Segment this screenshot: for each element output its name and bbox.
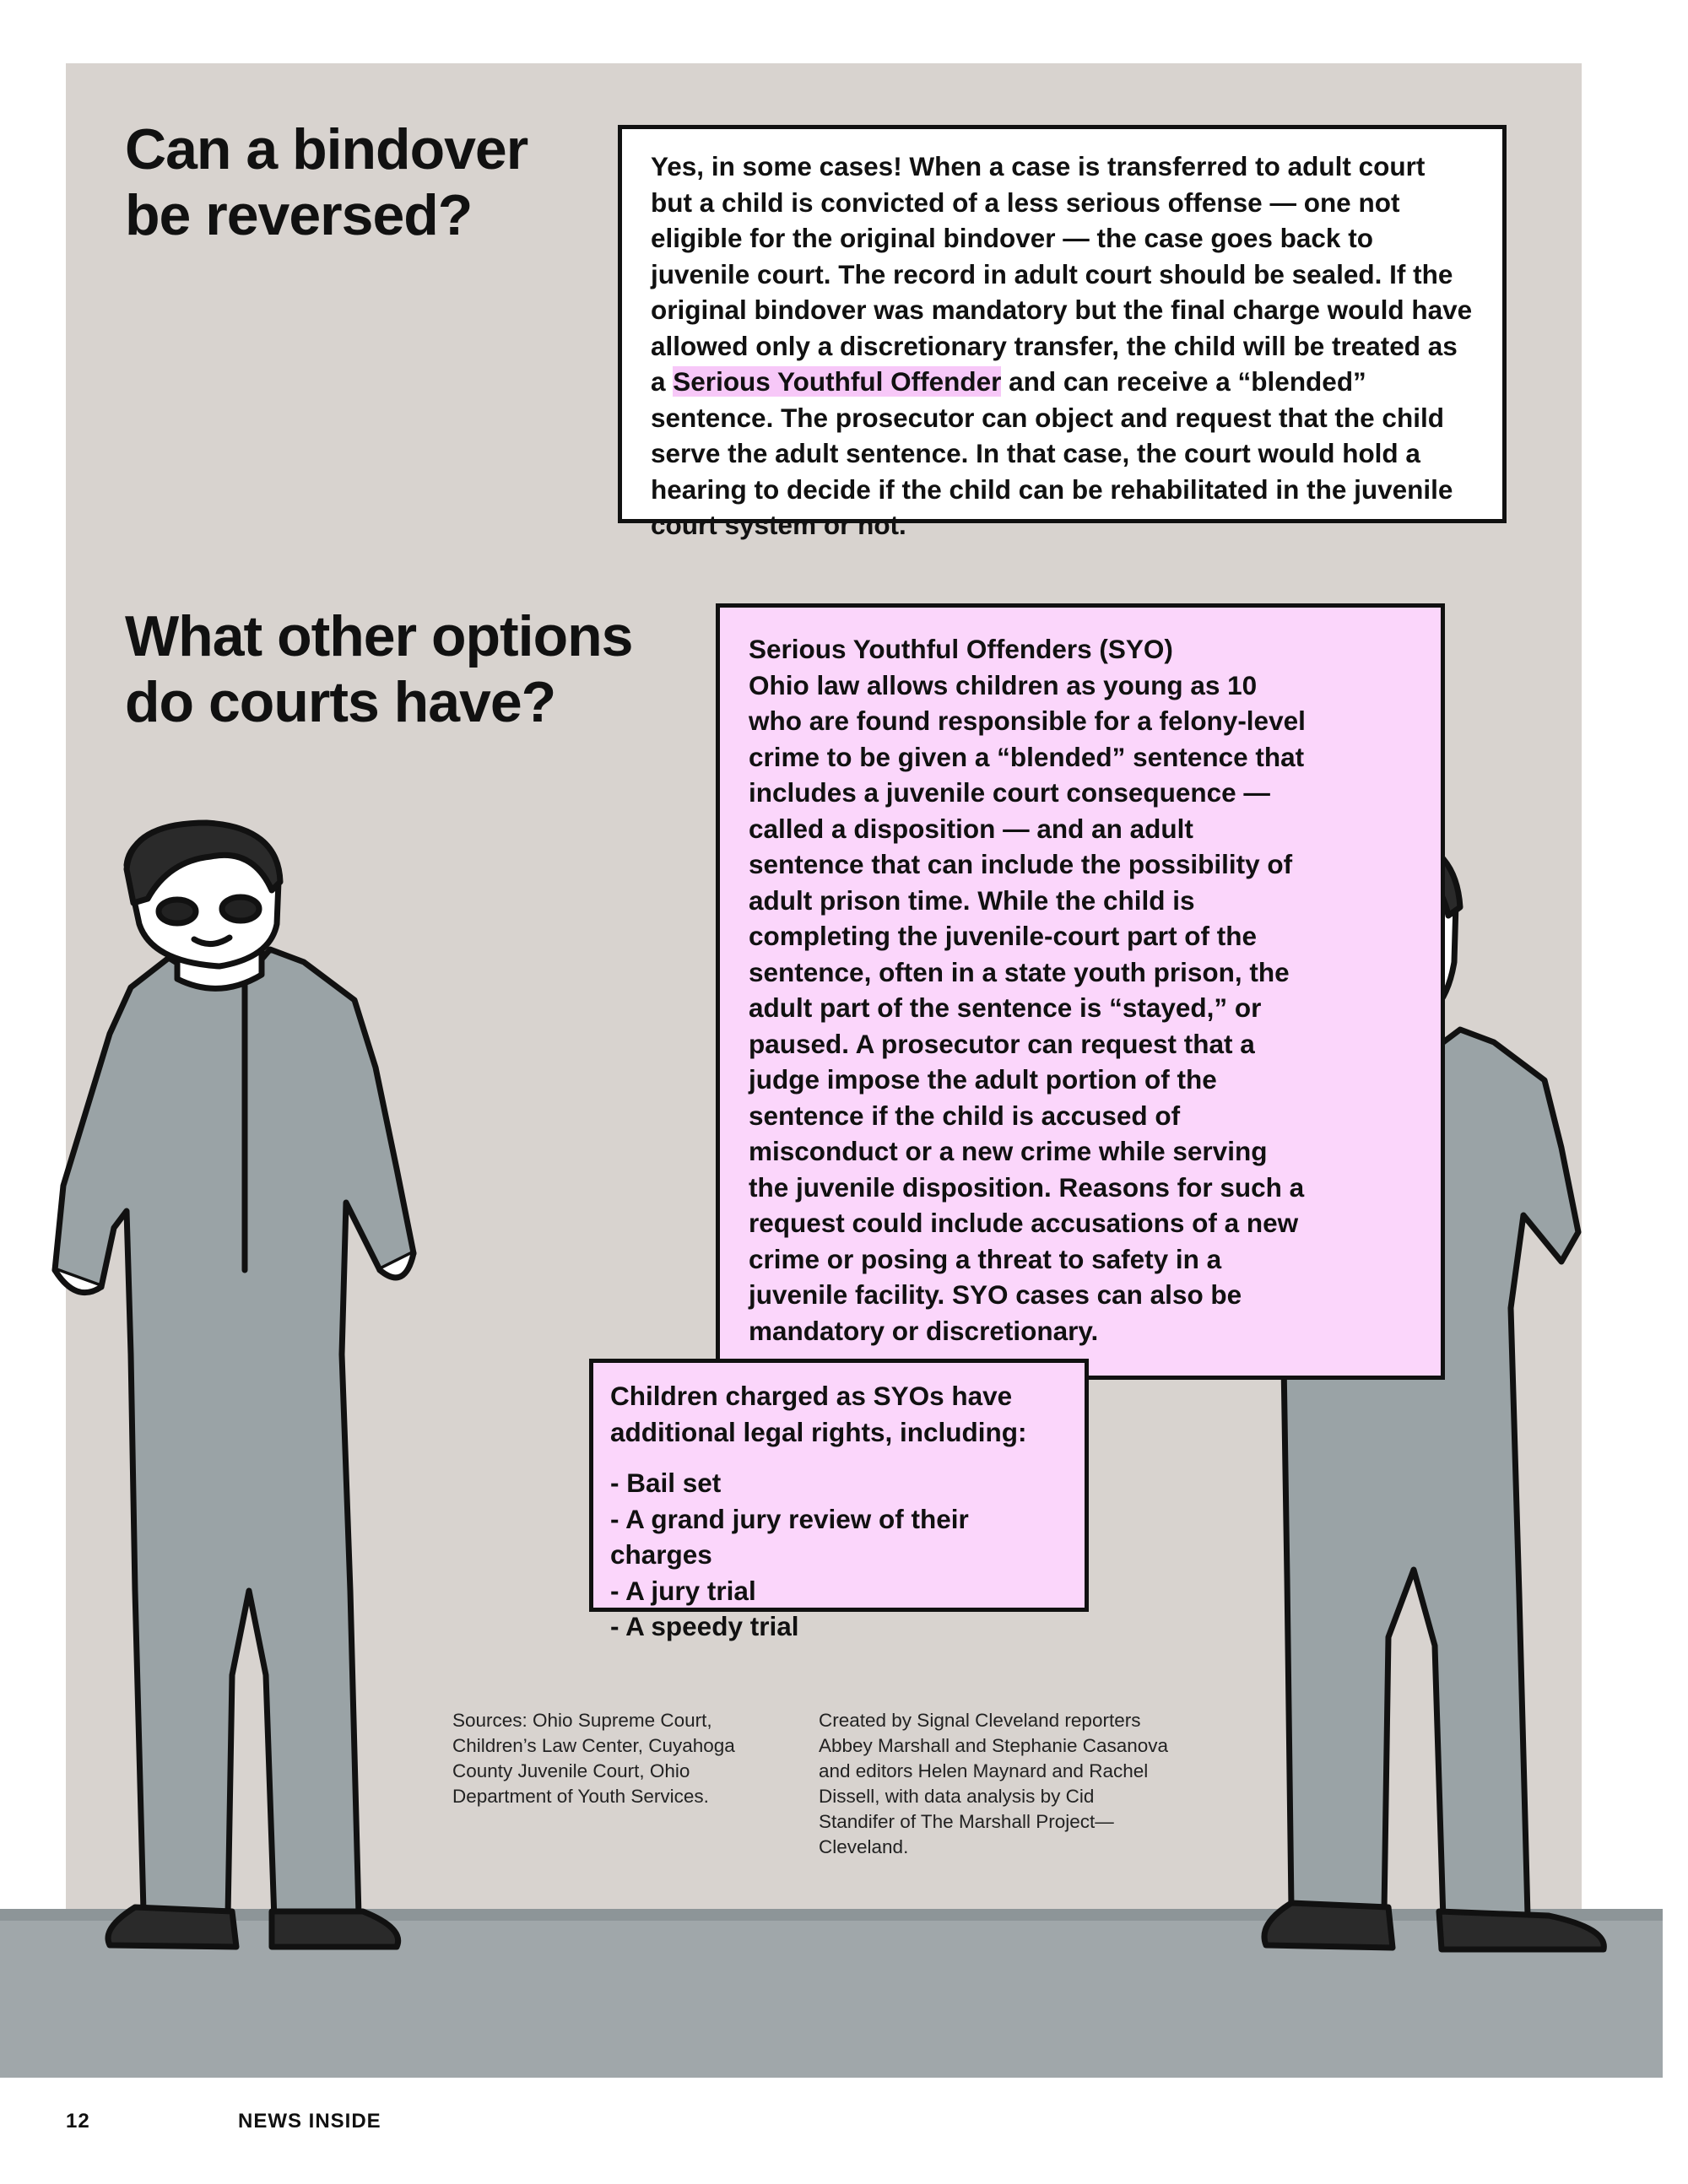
syo-title: Serious Youthful Offenders (SYO) (749, 634, 1173, 664)
bindover-answer-text: Yes, in some cases! When a case is transferred to adult court but a child is convicted of a less serious offense — one not eligible for the original bindover — the case goes back to juvenile court. The record in adult court should be sealed. If the original bindover was mandatory but the final charge would have allowed only a discretionary transfer, the child will be treated as a (651, 151, 1473, 397)
syo-body: Ohio law allows children as young as 10 who are found responsible for a felony-level crime to be given a “blended” sentence that includes a juvenile court consequence — called a disposition — and an adult sentence that can include the possibility of adult prison time. While the child is completing the juvenile-court part of the sentence, often in a state youth prison, the adult part of the sentence is “stayed,” or paused. A prosecutor can request that a judge impose the adult portion of the sentence if the child is accused of misconduct or a new crime while serving the juvenile disposition. Reasons for such a request could include accusations of a new crime or posing a threat to safety in a juvenile facility. SYO cases can also be mandatory or discretionary. (749, 669, 1306, 1346)
publication-name: NEWS INSIDE (238, 2110, 381, 2133)
rights-item: - A jury trial (610, 1575, 756, 1606)
bindover-answer-box (618, 125, 1507, 540)
illustration-left-figure (51, 831, 422, 1962)
heading-bindover-reversed: Can a bindover be reversed? (125, 117, 528, 247)
rights-list (610, 1465, 1068, 1645)
rights-item: - A speedy trial (610, 1611, 799, 1641)
sources-text: Sources: Ohio Supreme Court, Children’s Law Center, Cuyahoga County Juvenile Court, Ohio Department of Youth Services. (452, 1710, 735, 1807)
rights-item: - A grand jury review of their charges (610, 1503, 969, 1570)
syo-highlight: Serious Youthful Offender (673, 366, 1002, 397)
rights-item: - Bail set (610, 1468, 722, 1498)
page-number: 12 (66, 2110, 90, 2133)
heading-other-options: What other options do courts have? (125, 604, 633, 734)
credits-text: Created by Signal Cleveland reporters Abbey Marshall and Stephanie Casanova and editors Helen Maynard and Rachel Dissell, with data analysis by Cid Standifer of The Marshall Project—Cleveland. (819, 1710, 1169, 1857)
syo-box (716, 603, 1445, 1380)
bindover-answer-text-cont: and can receive a “blended” sentence. The prosecutor can object and request that the child serve the adult sentence. In that case, the court would hold a hearing to decide if the child can be rehabilitated in the juvenile court system or not. (651, 366, 1453, 540)
rights-box (589, 1359, 1089, 1641)
rights-intro: Children charged as SYOs have additional legal rights, including: (610, 1381, 1027, 1447)
